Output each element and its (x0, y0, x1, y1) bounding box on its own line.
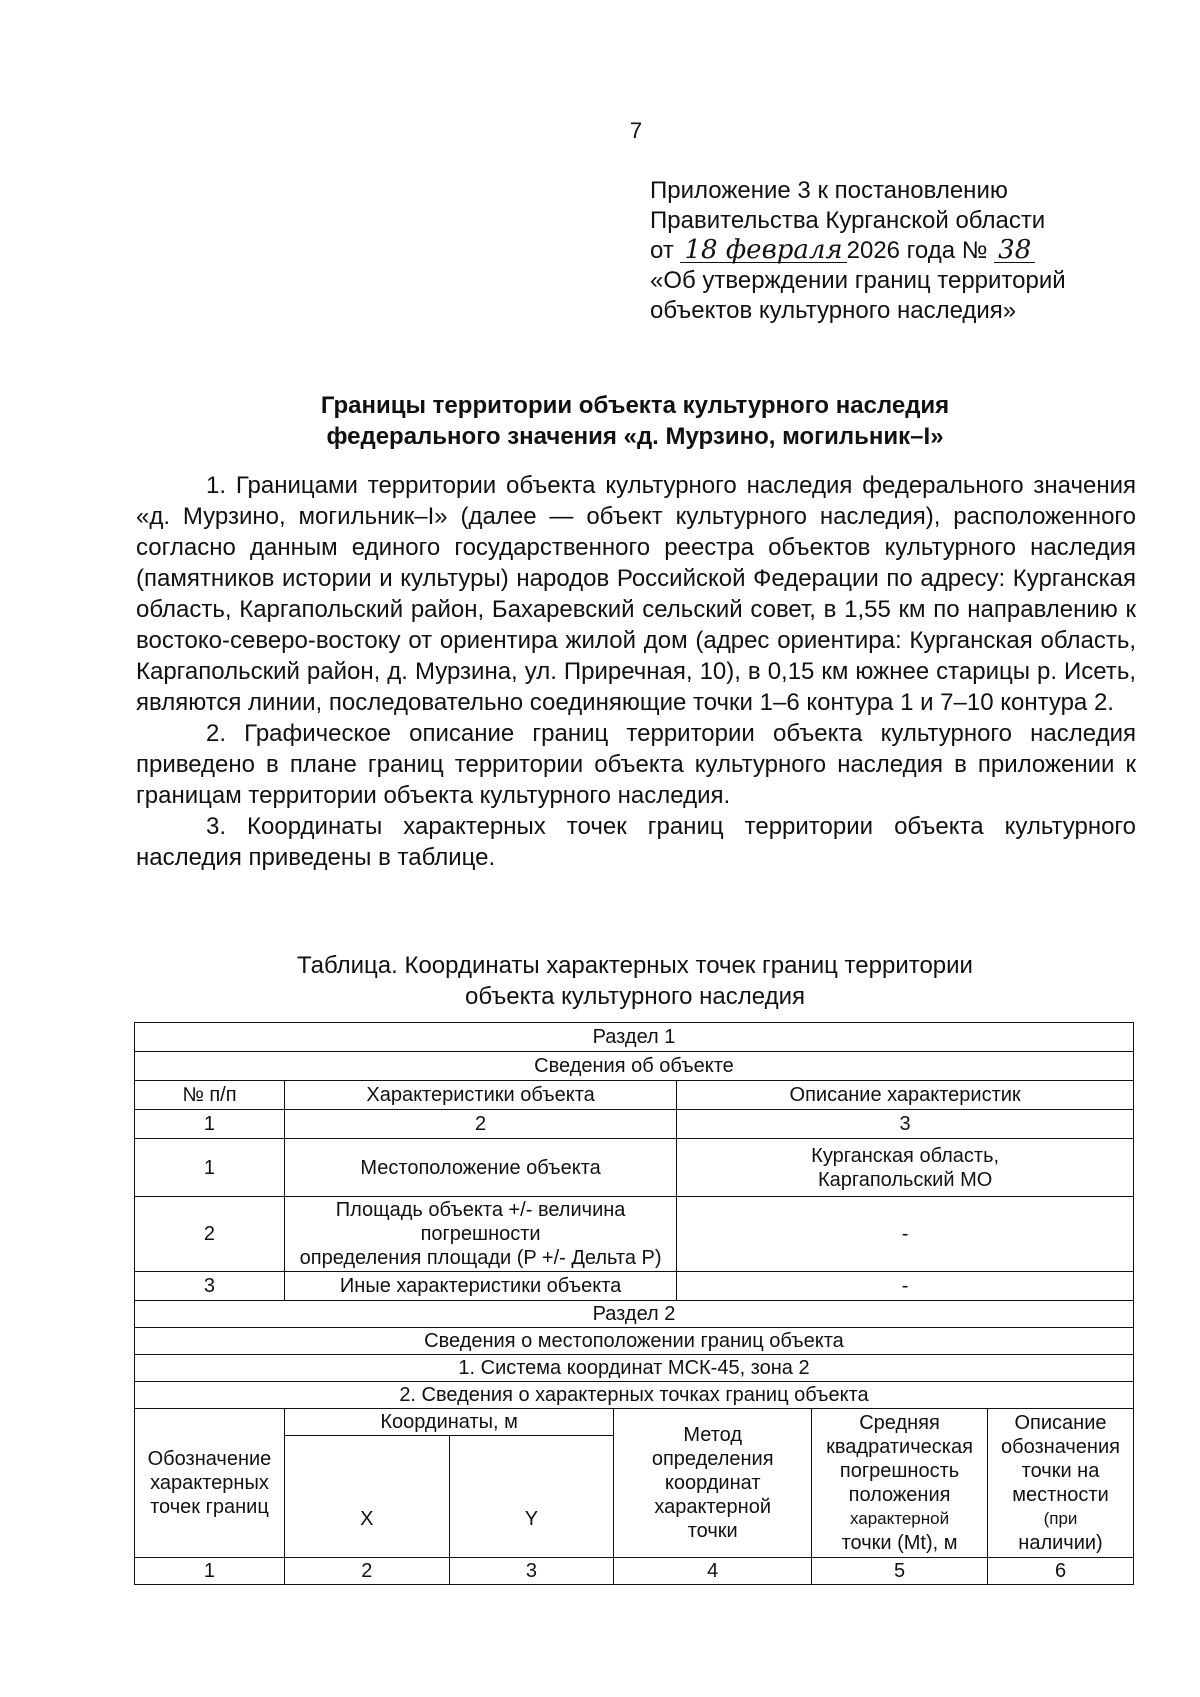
header-description: Описание характеристик (677, 1081, 1134, 1110)
table-row (135, 1052, 1134, 1081)
col-num-cell: 1 (135, 1558, 285, 1585)
appendix-line-1: Приложение 3 к постановлению (650, 177, 1008, 204)
appendix-block (650, 176, 1066, 326)
table-caption-line-2: объекта культурного наследия (464, 983, 806, 1010)
col-point-line: точек границ (150, 1496, 269, 1518)
col-error-line: положения (848, 1484, 951, 1506)
col-point-line: Обозначение (147, 1448, 272, 1470)
col-error (812, 1409, 988, 1558)
page-number: 7 (629, 118, 643, 143)
row-description (677, 1139, 1134, 1197)
table-row (135, 1301, 1134, 1328)
row-description-line: Курганская область, (811, 1144, 1000, 1167)
table-row (135, 1272, 1134, 1301)
table-row (135, 1382, 1134, 1409)
col-num-cell: 5 (812, 1558, 988, 1585)
col-error-line: характерной (849, 1509, 950, 1528)
col-desc-line: Описание (1014, 1412, 1107, 1434)
coordinates-table (134, 1022, 1134, 1585)
body-text (136, 470, 1136, 873)
row-number: 3 (135, 1272, 285, 1301)
paragraph-3: 3. Координаты характерных точек границ территории объекта культурного наследия приведены в таблице. (136, 813, 1136, 871)
row-characteristic: Местоположение объекта (284, 1139, 676, 1197)
table-row (135, 1110, 1134, 1139)
location-info-title: Сведения о местоположении границ объекта (135, 1328, 1134, 1355)
title-line-2: федерального значения «д. Мурзино, могильник–I» (326, 423, 944, 450)
header-num-cell: 1 (135, 1110, 285, 1139)
col-desc-line: (при (1043, 1509, 1078, 1528)
coordinate-system: 1. Система координат МСК-45, зона 2 (135, 1355, 1134, 1382)
paragraph-1: 1. Границами территории объекта культурного наследия федерального значения «д. Мурзино, могильник–I» (далее — объект культурного наследия), расположенного согласно данным единого государственного реестра объектов культурного наследия (памятников истории и культуры) народов Российской Федерации по адресу: Курганская область, Каргапольский район, Бахаревский сельский совет, в 1,55 км по направлению к востоко-северо-востоку от ориентира жилой дом (адрес ориентира: Курганская область, Каргапольский район, д. Мурзина, ул. Приречная, 10), в 0,15 км южнее старицы р. Исеть, являются линии, последовательно соединяющие точки 1–6 контура 1 и 7–10 контура 2. (136, 472, 1136, 716)
section-1-title: Раздел 1 (135, 1023, 1134, 1052)
col-method (614, 1409, 812, 1558)
col-description (988, 1409, 1134, 1558)
col-num-cell: 3 (449, 1558, 614, 1585)
appendix-line-5: объектов культурного наследия» (650, 297, 1017, 324)
row-description: - (677, 1272, 1134, 1301)
handwritten-number: 38 (994, 238, 1035, 263)
col-coordinates: Координаты, м (284, 1409, 613, 1436)
header-number: № п/п (135, 1081, 285, 1110)
table-header-row (135, 1409, 1134, 1436)
points-info-title: 2. Сведения о характерных точках границ объекта (135, 1382, 1134, 1409)
table-row (135, 1355, 1134, 1382)
appendix-line-2: Правительства Курганской области (650, 207, 1046, 234)
col-point-designation (135, 1409, 285, 1558)
table-row (135, 1023, 1134, 1052)
row-description: - (677, 1197, 1134, 1272)
col-desc-line: наличии) (1018, 1532, 1103, 1554)
appendix-line-4: «Об утверждении границ территорий (650, 267, 1066, 294)
col-error-line: квадратическая (826, 1436, 973, 1458)
paragraph-2: 2. Графическое описание границ территории объекта культурного наследия приведено в плане границ территории объекта культурного наследия в приложении к границам территории объекта культурного наследия. (136, 720, 1136, 809)
row-characteristic: Иные характеристики объекта (284, 1272, 676, 1301)
table-caption-line-1: Таблица. Координаты характерных точек границ территории (297, 952, 973, 979)
col-error-line: точки (Mt), м (841, 1532, 958, 1554)
document-title (130, 390, 1140, 452)
col-desc-line: местности (1012, 1484, 1109, 1506)
section-2-title: Раздел 2 (135, 1301, 1134, 1328)
year-text: 2026 года № (846, 237, 988, 264)
table-caption (130, 950, 1140, 1012)
col-desc-line: точки на (1021, 1460, 1100, 1482)
col-method-line: определения (651, 1448, 774, 1470)
table-row (135, 1558, 1134, 1585)
header-characteristics: Характеристики объекта (284, 1081, 676, 1110)
col-x: X (284, 1436, 449, 1558)
col-error-line: погрешность (839, 1460, 960, 1482)
header-num-cell: 3 (677, 1110, 1134, 1139)
col-method-line: Метод (683, 1424, 743, 1446)
table-row (135, 1139, 1134, 1197)
col-num-cell: 6 (988, 1558, 1134, 1585)
table-row (135, 1197, 1134, 1272)
col-desc-line: обозначения (1001, 1436, 1120, 1458)
col-method-line: координат (664, 1472, 761, 1494)
col-num-cell: 2 (284, 1558, 449, 1585)
col-num-cell: 4 (614, 1558, 812, 1585)
col-method-line: точки (687, 1520, 738, 1542)
table-row (135, 1328, 1134, 1355)
col-error-line: Средняя (859, 1412, 940, 1434)
date-prefix: от (650, 237, 674, 264)
col-y: Y (449, 1436, 614, 1558)
col-method-line: характерной (654, 1496, 772, 1518)
row-description-line: Каргапольский МО (817, 1168, 993, 1191)
appendix-date-line (650, 236, 1066, 266)
col-point-line: характерных (150, 1472, 269, 1494)
title-line-1: Границы территории объекта культурного наследия (320, 392, 950, 419)
row-number: 2 (135, 1197, 285, 1272)
object-info-title: Сведения об объекте (135, 1052, 1134, 1081)
row-characteristic (284, 1197, 676, 1272)
table-header-row (135, 1081, 1134, 1110)
handwritten-date: 18 февраля (680, 238, 846, 263)
header-num-cell: 2 (284, 1110, 676, 1139)
row-number: 1 (135, 1139, 285, 1197)
row-characteristic-line: определения площади (P +/- Дельта P) (299, 1247, 662, 1269)
row-characteristic-line: Площадь объекта +/- величина погрешности (335, 1199, 626, 1245)
